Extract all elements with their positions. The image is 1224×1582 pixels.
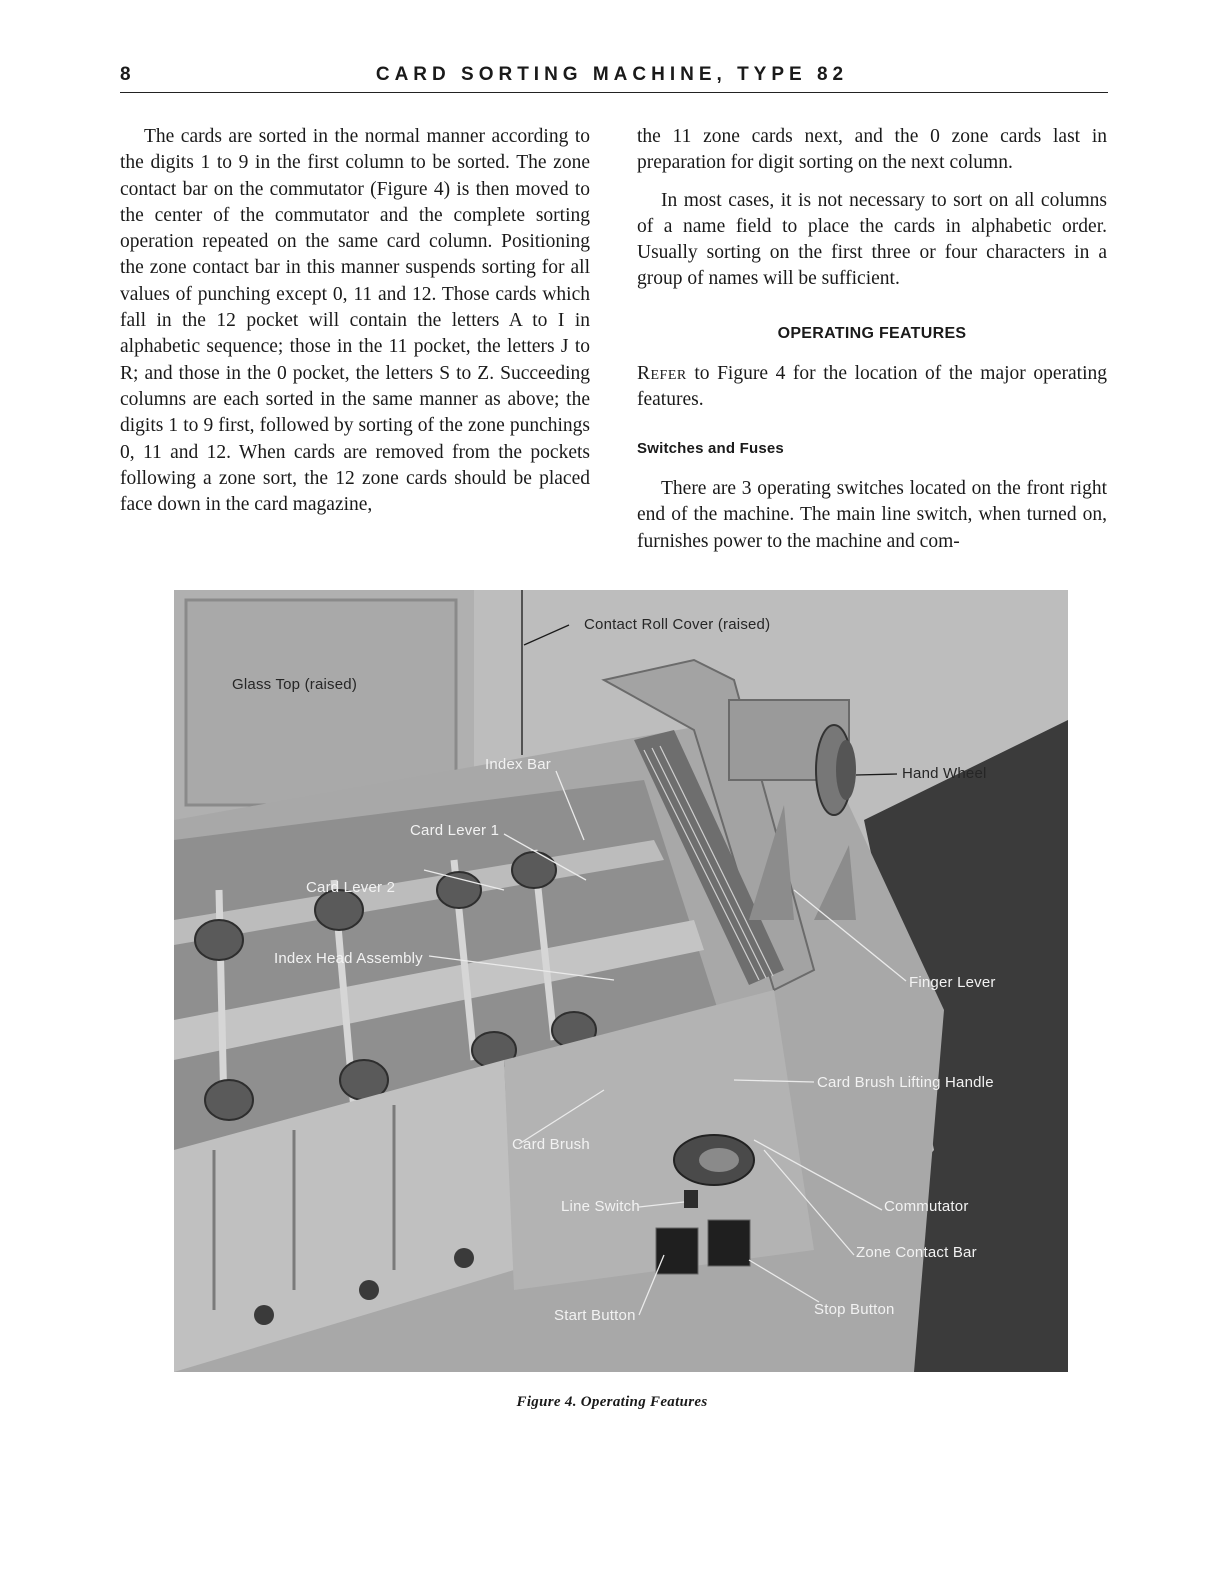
callout-index-head-assembly: Index Head Assembly xyxy=(274,950,423,967)
sub-heading: Switches and Fuses xyxy=(637,439,784,457)
callout-commutator: Commutator xyxy=(884,1198,969,1215)
paragraph xyxy=(637,361,1107,414)
callout-card-brush: Card Brush xyxy=(512,1136,590,1153)
paragraph: There are 3 operating switches located on the front right end of the machine. The main line switch, when turned on, furnishes power to the machine and com- xyxy=(637,477,1107,552)
callout-line-switch: Line Switch xyxy=(561,1198,640,1215)
machine-photo xyxy=(174,590,1068,1372)
callout-start-button: Start Button xyxy=(554,1307,636,1324)
page-number: 8 xyxy=(120,64,131,85)
callout-contact-roll-cover: Contact Roll Cover (raised) xyxy=(584,616,771,633)
paragraph: The cards are sorted in the normal manner according to the digits 1 to 9 in the first column to be sorted. The zone contact bar on the commutator (Figure 4) is then moved to the center of the commutator and the complete sorting operation repeated on the same card column. Positioning the zone contact bar in this manner suspends sorting for all values of punching except 0, 11 and 12. Those cards which fall in the 12 pocket will contain the letters A to I in alphabetic sequence; those in the 11 pocket, the letters J to R; and those in the 0 pocket, the letters S to Z. Succeeding columns are each sorted in the same manner as above; the digits 1 to 9 first, followed by sorting of the zone punchings 0, 11 and 12. When cards are removed from the pockets following a zone sort, the 12 zone cards should be placed face down in the card magazine, xyxy=(120,126,590,516)
callout-stop-button: Stop Button xyxy=(814,1301,895,1318)
callout-card-lever-1: Card Lever 1 xyxy=(410,822,500,839)
callout-card-brush-lifting-handle: Card Brush Lifting Handle xyxy=(817,1074,994,1091)
callout-glass-top: Glass Top (raised) xyxy=(232,676,358,693)
left-column xyxy=(120,124,590,529)
paragraph-text: to Figure 4 for the location of the major operating features. xyxy=(637,363,1107,411)
figure-caption: Figure 4. Operating Features xyxy=(516,1394,708,1410)
header-rule xyxy=(120,92,1108,93)
lead-word: Refer xyxy=(637,363,687,385)
callout-hand-wheel: Hand Wheel xyxy=(902,765,987,782)
right-column xyxy=(637,124,1107,566)
callout-zone-contact-bar: Zone Contact Bar xyxy=(856,1244,977,1261)
paragraph: In most cases, it is not necessary to sort on all columns of a name field to place the cards in alphabetic order. Usually sorting on the first three or four characters in a group of names will be sufficient. xyxy=(637,189,1107,290)
paragraph: the 11 zone cards next, and the 0 zone cards last in preparation for digit sorting on the next column. xyxy=(637,126,1107,174)
section-heading: OPERATING FEATURES xyxy=(777,324,967,342)
callout-index-bar: Index Bar xyxy=(485,756,552,773)
callout-finger-lever: Finger Lever xyxy=(909,974,996,991)
running-head: CARD SORTING MACHINE, TYPE 82 xyxy=(375,64,849,85)
callout-card-lever-2: Card Lever 2 xyxy=(306,879,396,896)
